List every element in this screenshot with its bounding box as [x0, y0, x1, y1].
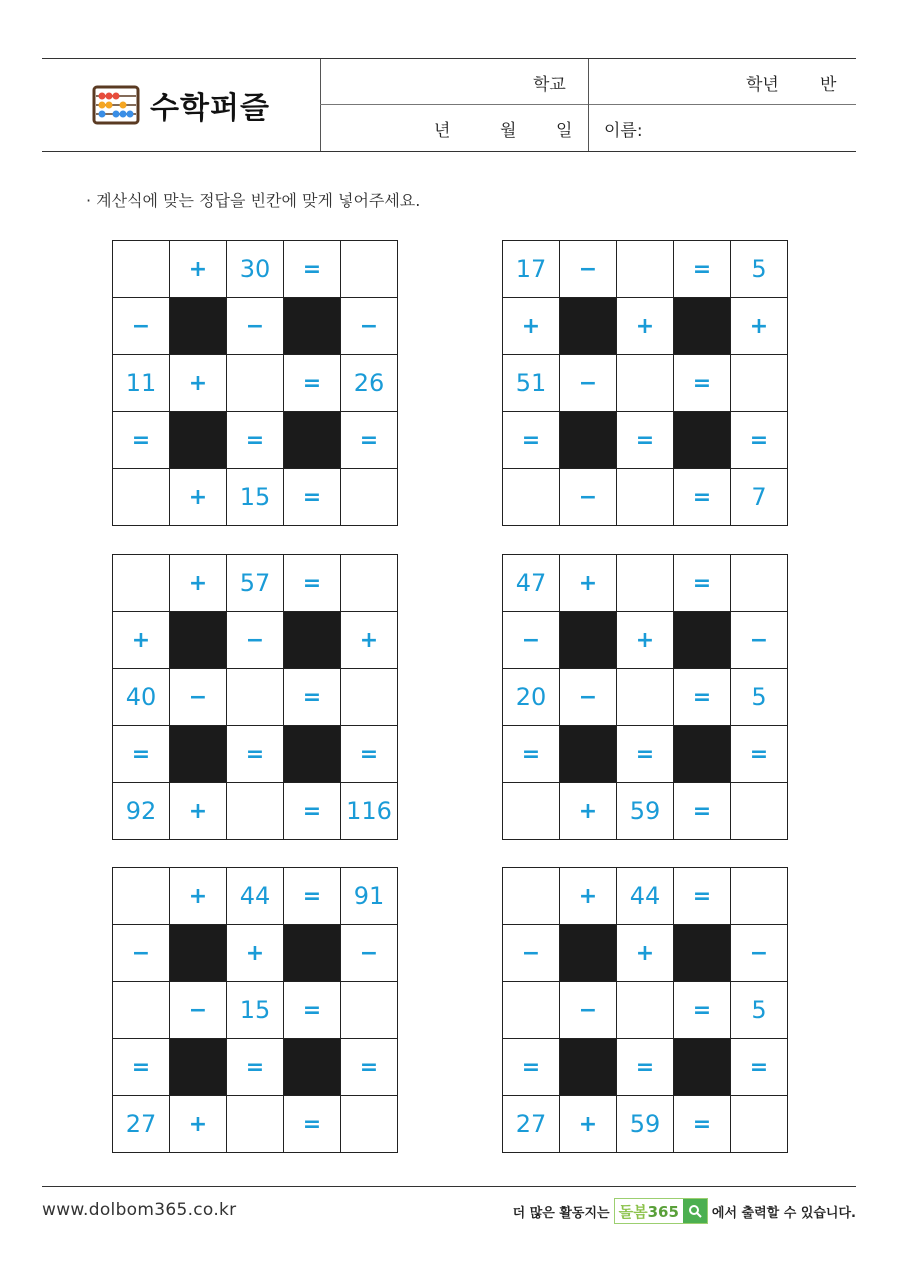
logo-text — [615, 1201, 683, 1222]
answer-blank-cell[interactable] — [617, 241, 674, 298]
answer-blank-cell[interactable] — [503, 469, 560, 526]
blocked-cell — [560, 925, 617, 982]
operator-cell: = — [227, 726, 284, 783]
operator-cell: = — [227, 1039, 284, 1096]
answer-blank-cell[interactable] — [341, 241, 398, 298]
answer-blank-cell[interactable] — [503, 868, 560, 925]
operator-cell: = — [503, 1039, 560, 1096]
operator-cell: + — [560, 1096, 617, 1153]
day-label: 일 — [556, 120, 573, 141]
operator-cell: = — [284, 868, 341, 925]
answer-blank-cell[interactable] — [341, 1096, 398, 1153]
blocked-cell — [674, 726, 731, 783]
operator-cell: = — [341, 412, 398, 469]
answer-blank-cell[interactable] — [341, 469, 398, 526]
operator-cell: − — [731, 925, 788, 982]
number-cell: 5 — [731, 982, 788, 1039]
answer-blank-cell[interactable] — [617, 355, 674, 412]
answer-blank-cell[interactable] — [227, 669, 284, 726]
blocked-cell — [170, 612, 227, 669]
number-cell: 17 — [503, 241, 560, 298]
month-label: 월 — [500, 120, 517, 141]
blocked-cell — [674, 412, 731, 469]
number-cell: 116 — [341, 783, 398, 840]
operator-cell: + — [227, 925, 284, 982]
footer-note — [513, 1198, 856, 1224]
operator-cell: + — [170, 868, 227, 925]
operator-cell: − — [560, 469, 617, 526]
operator-cell: − — [113, 925, 170, 982]
operator-cell: − — [170, 982, 227, 1039]
blocked-cell — [170, 1039, 227, 1096]
operator-cell: + — [170, 1096, 227, 1153]
blocked-cell — [560, 1039, 617, 1096]
answer-blank-cell[interactable] — [617, 469, 674, 526]
operator-cell: = — [503, 412, 560, 469]
number-cell: 27 — [113, 1096, 170, 1153]
number-cell: 11 — [113, 355, 170, 412]
number-cell: 44 — [227, 868, 284, 925]
answer-blank-cell[interactable] — [731, 1096, 788, 1153]
operator-cell: = — [674, 355, 731, 412]
logo-number: 365 — [647, 1202, 679, 1221]
answer-blank-cell[interactable] — [617, 669, 674, 726]
answer-blank-cell[interactable] — [731, 355, 788, 412]
logo-word: 돌봄 — [618, 1202, 648, 1221]
operator-cell: + — [617, 298, 674, 355]
puzzle-grid-4 — [502, 554, 788, 840]
operator-cell: = — [674, 669, 731, 726]
operator-cell: = — [284, 469, 341, 526]
operator-cell: = — [284, 1096, 341, 1153]
operator-cell: = — [113, 412, 170, 469]
search-icon — [683, 1199, 707, 1223]
blocked-cell — [284, 1039, 341, 1096]
number-cell: 27 — [503, 1096, 560, 1153]
number-cell: 26 — [341, 355, 398, 412]
answer-blank-cell[interactable] — [113, 868, 170, 925]
header-divider-vertical — [588, 59, 589, 151]
operator-cell: − — [227, 298, 284, 355]
operator-cell: + — [113, 612, 170, 669]
number-cell: 5 — [731, 669, 788, 726]
operator-cell: − — [113, 298, 170, 355]
instruction-text: · 계산식에 맞는 정답을 빈칸에 맞게 넣어주세요. — [86, 191, 421, 210]
operator-cell: = — [284, 355, 341, 412]
title-block — [42, 59, 321, 151]
operator-cell: − — [227, 612, 284, 669]
name-label: 이름: — [604, 120, 643, 141]
blocked-cell — [674, 612, 731, 669]
blocked-cell — [560, 612, 617, 669]
operator-cell: = — [284, 783, 341, 840]
operator-cell: = — [731, 412, 788, 469]
blocked-cell — [674, 1039, 731, 1096]
operator-cell: = — [113, 1039, 170, 1096]
answer-blank-cell[interactable] — [503, 982, 560, 1039]
operator-cell: − — [170, 669, 227, 726]
operator-cell: + — [560, 783, 617, 840]
operator-cell: − — [560, 982, 617, 1039]
number-cell: 91 — [341, 868, 398, 925]
operator-cell: − — [341, 925, 398, 982]
blocked-cell — [284, 925, 341, 982]
answer-blank-cell[interactable] — [731, 868, 788, 925]
operator-cell: = — [674, 241, 731, 298]
page-title: 수학퍼즐 — [150, 91, 270, 126]
operator-cell: = — [674, 555, 731, 612]
operator-cell: − — [560, 669, 617, 726]
answer-blank-cell[interactable] — [113, 241, 170, 298]
operator-cell: = — [341, 1039, 398, 1096]
operator-cell: + — [503, 298, 560, 355]
blocked-cell — [284, 298, 341, 355]
answer-blank-cell[interactable] — [341, 982, 398, 1039]
answer-blank-cell[interactable] — [731, 555, 788, 612]
footer-divider — [42, 1186, 856, 1187]
answer-blank-cell[interactable] — [731, 783, 788, 840]
operator-cell: = — [674, 783, 731, 840]
answer-blank-cell[interactable] — [113, 982, 170, 1039]
answer-blank-cell[interactable] — [227, 1096, 284, 1153]
operator-cell: + — [170, 355, 227, 412]
operator-cell: + — [560, 555, 617, 612]
number-cell: 30 — [227, 241, 284, 298]
operator-cell: + — [170, 783, 227, 840]
operator-cell: + — [170, 469, 227, 526]
operator-cell: + — [170, 555, 227, 612]
operator-cell: = — [617, 412, 674, 469]
operator-cell: = — [674, 868, 731, 925]
number-cell: 5 — [731, 241, 788, 298]
operator-cell: = — [503, 726, 560, 783]
blocked-cell — [560, 726, 617, 783]
blocked-cell — [284, 726, 341, 783]
blocked-cell — [284, 612, 341, 669]
puzzle-grid-5 — [112, 867, 398, 1153]
number-cell: 51 — [503, 355, 560, 412]
answer-blank-cell[interactable] — [341, 555, 398, 612]
worksheet-header — [42, 58, 856, 152]
puzzle-grid-1 — [112, 240, 398, 526]
number-cell: 15 — [227, 982, 284, 1039]
number-cell: 57 — [227, 555, 284, 612]
operator-cell: = — [731, 1039, 788, 1096]
operator-cell: − — [503, 612, 560, 669]
operator-cell: = — [284, 982, 341, 1039]
answer-blank-cell[interactable] — [113, 555, 170, 612]
blocked-cell — [170, 298, 227, 355]
operator-cell: = — [284, 555, 341, 612]
operator-cell: + — [560, 868, 617, 925]
answer-blank-cell[interactable] — [227, 783, 284, 840]
operator-cell: = — [284, 241, 341, 298]
number-cell: 92 — [113, 783, 170, 840]
answer-blank-cell[interactable] — [617, 982, 674, 1039]
number-cell: 15 — [227, 469, 284, 526]
operator-cell: − — [560, 241, 617, 298]
blocked-cell — [674, 925, 731, 982]
answer-blank-cell[interactable] — [227, 355, 284, 412]
number-cell: 47 — [503, 555, 560, 612]
abacus-icon — [92, 85, 140, 125]
operator-cell: = — [674, 1096, 731, 1153]
footer-text-before: 더 많은 활동지는 — [512, 1205, 610, 1221]
blocked-cell — [170, 412, 227, 469]
puzzle-grid-6 — [502, 867, 788, 1153]
number-cell: 40 — [113, 669, 170, 726]
operator-cell: + — [341, 612, 398, 669]
operator-cell: = — [731, 726, 788, 783]
operator-cell: − — [560, 355, 617, 412]
school-label: 학교 — [533, 74, 566, 95]
dolbom-logo[interactable] — [614, 1198, 708, 1224]
blocked-cell — [674, 298, 731, 355]
operator-cell: = — [227, 412, 284, 469]
answer-blank-cell[interactable] — [503, 783, 560, 840]
number-cell: 7 — [731, 469, 788, 526]
operator-cell: + — [731, 298, 788, 355]
footer-text-after: 에서 출력할 수 있습니다. — [711, 1205, 856, 1221]
operator-cell: − — [731, 612, 788, 669]
puzzle-grid-3 — [112, 554, 398, 840]
operator-cell: = — [674, 982, 731, 1039]
operator-cell: − — [341, 298, 398, 355]
puzzle-grid-2 — [502, 240, 788, 526]
blocked-cell — [170, 925, 227, 982]
grade-label: 학년 — [746, 74, 779, 95]
blocked-cell — [560, 412, 617, 469]
number-cell: 59 — [617, 1096, 674, 1153]
operator-cell: − — [503, 925, 560, 982]
operator-cell: = — [284, 669, 341, 726]
operator-cell: = — [617, 726, 674, 783]
number-cell: 59 — [617, 783, 674, 840]
number-cell: 20 — [503, 669, 560, 726]
operator-cell: = — [617, 1039, 674, 1096]
operator-cell: + — [170, 241, 227, 298]
number-cell: 44 — [617, 868, 674, 925]
operator-cell: + — [617, 612, 674, 669]
answer-blank-cell[interactable] — [617, 555, 674, 612]
blocked-cell — [560, 298, 617, 355]
answer-blank-cell[interactable] — [341, 669, 398, 726]
operator-cell: = — [341, 726, 398, 783]
year-label: 년 — [434, 120, 451, 141]
class-label: 반 — [820, 74, 837, 95]
operator-cell: = — [113, 726, 170, 783]
footer-url[interactable]: www.dolbom365.co.kr — [42, 1200, 237, 1220]
blocked-cell — [284, 412, 341, 469]
operator-cell: = — [674, 469, 731, 526]
operator-cell: + — [617, 925, 674, 982]
blocked-cell — [170, 726, 227, 783]
answer-blank-cell[interactable] — [113, 469, 170, 526]
